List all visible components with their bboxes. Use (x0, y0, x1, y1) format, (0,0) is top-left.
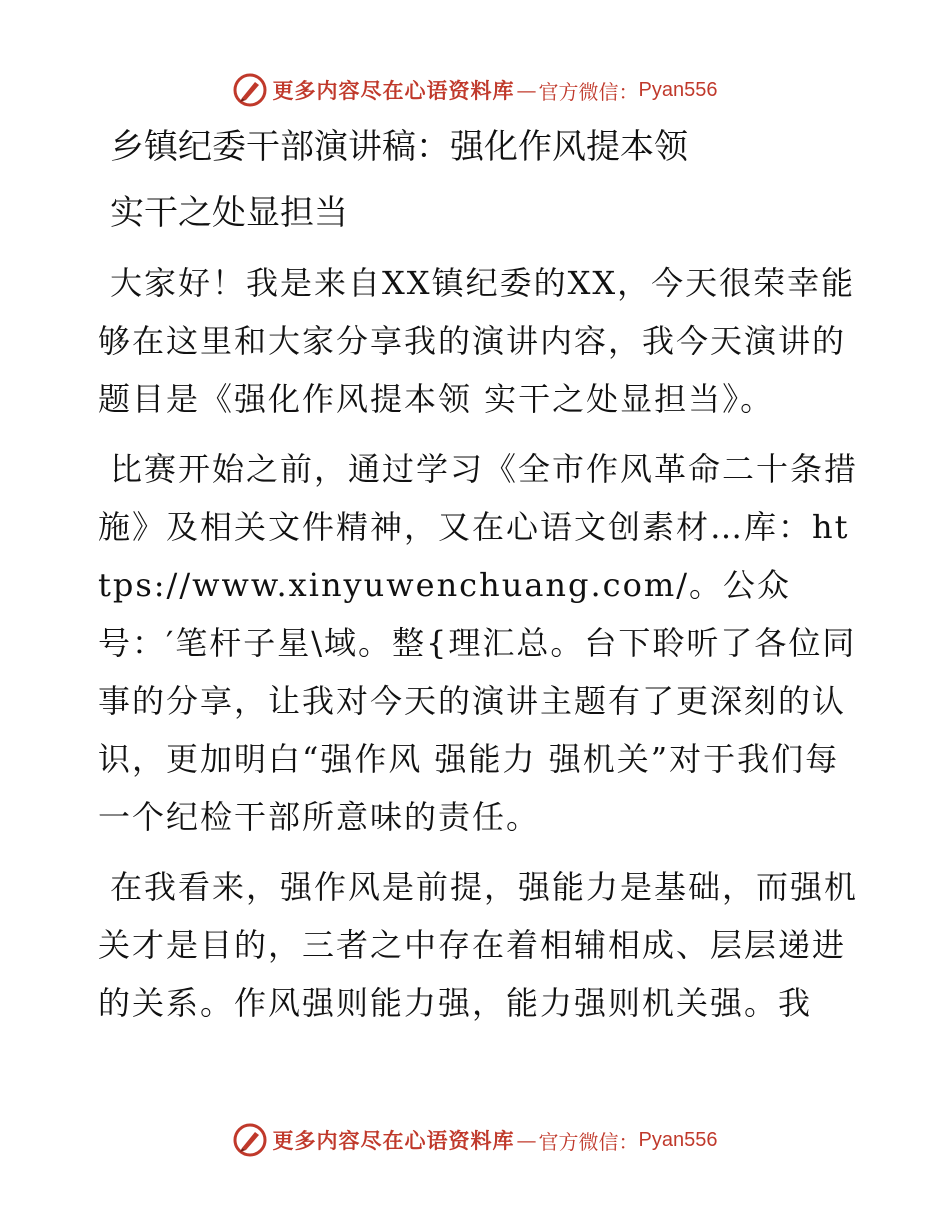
footer-wechat-id: Pyan556 (638, 1128, 718, 1151)
document-title-line-1: 乡镇纪委干部演讲稿：强化作风提本领 (110, 127, 688, 167)
footer-slogan: 更多内容尽在心语资料库 (272, 1128, 515, 1153)
banner-slogan: 更多内容尽在心语资料库 (272, 78, 515, 103)
header-banner (0, 70, 950, 110)
footer-wechat-label: 官方微信： (538, 1129, 639, 1154)
pen-logo-icon (233, 73, 267, 107)
document-body (98, 118, 858, 1032)
banner-dash: — (516, 78, 537, 102)
document-title-line-2: 实干之处显担当 (110, 193, 348, 233)
paragraph-1: 大家好！我是来自XX镇纪委的XX，今天很荣幸能够在这里和大家分享我的演讲内容，我今天演讲的题目是《强化作风提本领 实干之处显担当》。 (98, 264, 856, 418)
paragraph-3: 在我看来，强作风是前提，强能力是基础，而强机关才是目的，三者之中存在着相辅相成、层层递进的关系。作风强则能力强，能力强则机关强。我 (98, 868, 859, 1022)
banner-wechat-label: 官方微信： (538, 79, 639, 104)
footer-dash: — (516, 1128, 537, 1152)
paragraph-2: 比赛开始之前，通过学习《全市作风革命二十条措施》及相关文件精神，又在心语文创素材…库：https://www.xinyuwenchuang.com/。公众号：′笔杆子星\域。整{理汇总。台下聆听了各位同事的分享，让我对今天的演讲主题有了更深刻的认识，更加明白“强作风 强能力 强机关”对于我们每一个纪检干部所意味的责任。 (98, 450, 859, 836)
banner-wechat-id: Pyan556 (638, 78, 718, 101)
pen-logo-icon (233, 1123, 267, 1157)
footer-banner (0, 1120, 950, 1160)
